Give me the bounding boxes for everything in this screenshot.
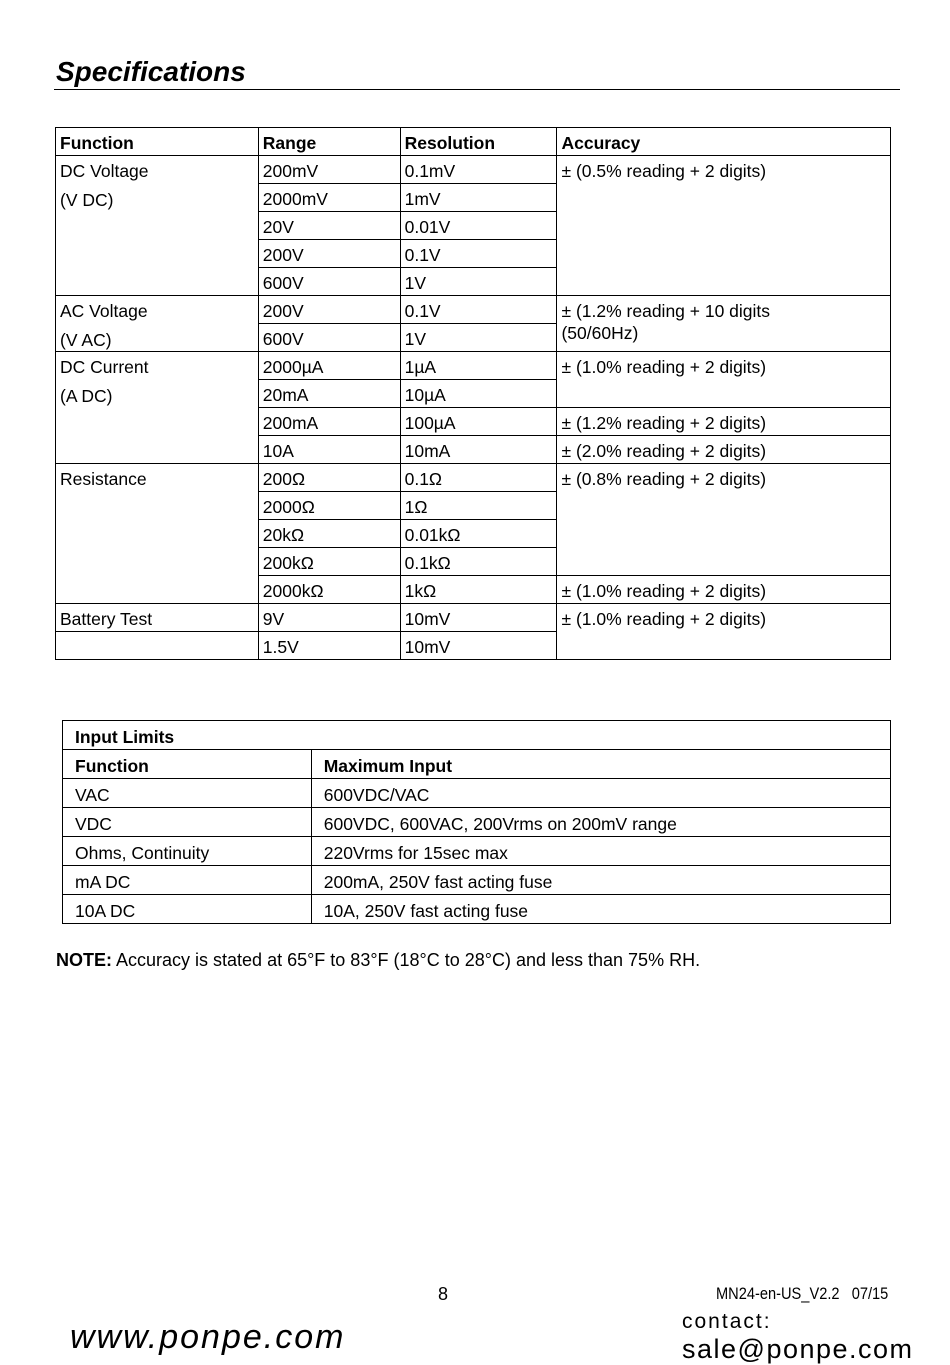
accuracy-cell: ± (2.0% reading + 2 digits) <box>557 436 891 464</box>
function-resistance <box>56 464 259 604</box>
limit-function-cell: VAC <box>63 779 312 808</box>
range-cell: 20kΩ <box>258 520 400 548</box>
spec-header-row <box>56 128 891 156</box>
range-cell: 1.5V <box>258 632 400 660</box>
resolution-cell: 10µA <box>400 380 557 408</box>
function-dc-voltage <box>56 156 259 296</box>
range-cell: 10A <box>258 436 400 464</box>
range-cell: 2000kΩ <box>258 576 400 604</box>
limit-max-cell: 200mA, 250V fast acting fuse <box>311 866 890 895</box>
accuracy-cell: ± (1.0% reading + 2 digits) <box>557 604 891 660</box>
resolution-cell: 0.1mV <box>400 156 557 184</box>
range-cell: 20mA <box>258 380 400 408</box>
range-cell: 9V <box>258 604 400 632</box>
limit-max-cell: 600VDC/VAC <box>311 779 890 808</box>
resolution-cell: 10mA <box>400 436 557 464</box>
function-empty-cell <box>56 632 259 660</box>
range-cell: 600V <box>258 268 400 296</box>
accuracy-cell: ± (1.2% reading + 10 digits (50/60Hz) <box>557 296 891 352</box>
note-text: Accuracy is stated at 65°F to 83°F (18°C to 28°C) and less than 75% RH. <box>112 950 701 970</box>
range-cell: 200mV <box>258 156 400 184</box>
contact-label: contact: <box>682 1310 772 1333</box>
function-name: DC Current <box>60 357 149 377</box>
accuracy-note <box>56 950 700 971</box>
limit-max-cell: 600VDC, 600VAC, 200Vrms on 200mV range <box>311 808 890 837</box>
note-label: NOTE: <box>56 950 112 970</box>
function-dc-current <box>56 352 259 464</box>
table-row <box>63 779 891 808</box>
range-cell: 200V <box>258 240 400 268</box>
document-id: MN24-en-US_V2.2 07/15 <box>716 1284 889 1303</box>
function-name: AC Voltage <box>60 301 148 321</box>
resolution-cell: 1mV <box>400 184 557 212</box>
resolution-cell: 0.1V <box>400 296 557 324</box>
function-name: DC Voltage <box>60 161 149 181</box>
contact-email-link[interactable]: sale@ponpe.com <box>682 1334 914 1364</box>
range-cell: 200Ω <box>258 464 400 492</box>
function-name: Resistance <box>60 469 147 489</box>
function-unit: (V DC) <box>60 190 114 210</box>
header-function: Function <box>56 128 259 156</box>
resolution-cell: 1kΩ <box>400 576 557 604</box>
specifications-table <box>55 127 891 660</box>
header-resolution: Resolution <box>400 128 557 156</box>
limit-function-cell: Ohms, Continuity <box>63 837 312 866</box>
table-row <box>56 604 891 632</box>
function-unit: (A DC) <box>60 386 113 406</box>
table-row <box>56 156 891 184</box>
table-row <box>63 895 891 924</box>
accuracy-cell: ± (0.8% reading + 2 digits) <box>557 464 891 576</box>
table-row <box>56 296 891 324</box>
function-battery-test: Battery Test <box>56 604 259 632</box>
accuracy-cell: ± (1.2% reading + 2 digits) <box>557 408 891 436</box>
range-cell: 600V <box>258 324 400 352</box>
table-row <box>63 837 891 866</box>
range-cell: 2000µA <box>258 352 400 380</box>
resolution-cell: 1µA <box>400 352 557 380</box>
header-accuracy: Accuracy <box>557 128 891 156</box>
header-function: Function <box>63 750 312 779</box>
function-unit: (V AC) <box>60 330 112 350</box>
limit-max-cell: 220Vrms for 15sec max <box>311 837 890 866</box>
resolution-cell: 1V <box>400 324 557 352</box>
limit-function-cell: 10A DC <box>63 895 312 924</box>
range-cell: 2000mV <box>258 184 400 212</box>
resolution-cell: 0.1kΩ <box>400 548 557 576</box>
function-ac-voltage <box>56 296 259 352</box>
resolution-cell: 1Ω <box>400 492 557 520</box>
page-title: Specifications <box>56 56 246 87</box>
table-row <box>63 866 891 895</box>
range-cell: 20V <box>258 212 400 240</box>
resolution-cell: 0.1Ω <box>400 464 557 492</box>
limit-function-cell: mA DC <box>63 866 312 895</box>
limit-max-cell: 10A, 250V fast acting fuse <box>311 895 890 924</box>
resolution-cell: 10mV <box>400 632 557 660</box>
title-divider <box>54 89 900 90</box>
resolution-cell: 0.01V <box>400 212 557 240</box>
accuracy-cell: ± (0.5% reading + 2 digits) <box>557 156 891 296</box>
website-link[interactable]: www.ponpe.com <box>70 1318 346 1356</box>
range-cell: 200V <box>258 296 400 324</box>
accuracy-cell: ± (1.0% reading + 2 digits) <box>557 352 891 408</box>
page-number: 8 <box>438 1284 449 1304</box>
range-cell: 200mA <box>258 408 400 436</box>
range-cell: 200kΩ <box>258 548 400 576</box>
resolution-cell: 100µA <box>400 408 557 436</box>
table-row <box>56 464 891 492</box>
header-range: Range <box>258 128 400 156</box>
input-limits-title-row <box>63 721 891 750</box>
resolution-cell: 0.01kΩ <box>400 520 557 548</box>
resolution-cell: 0.1V <box>400 240 557 268</box>
accuracy-cell: ± (1.0% reading + 2 digits) <box>557 576 891 604</box>
range-cell: 2000Ω <box>258 492 400 520</box>
input-limits-title: Input Limits <box>63 721 891 750</box>
limit-function-cell: VDC <box>63 808 312 837</box>
table-row <box>56 352 891 380</box>
table-row <box>63 808 891 837</box>
input-limits-table <box>62 720 891 924</box>
resolution-cell: 10mV <box>400 604 557 632</box>
input-limits-header-row <box>63 750 891 779</box>
resolution-cell: 1V <box>400 268 557 296</box>
header-maximum-input: Maximum Input <box>311 750 890 779</box>
